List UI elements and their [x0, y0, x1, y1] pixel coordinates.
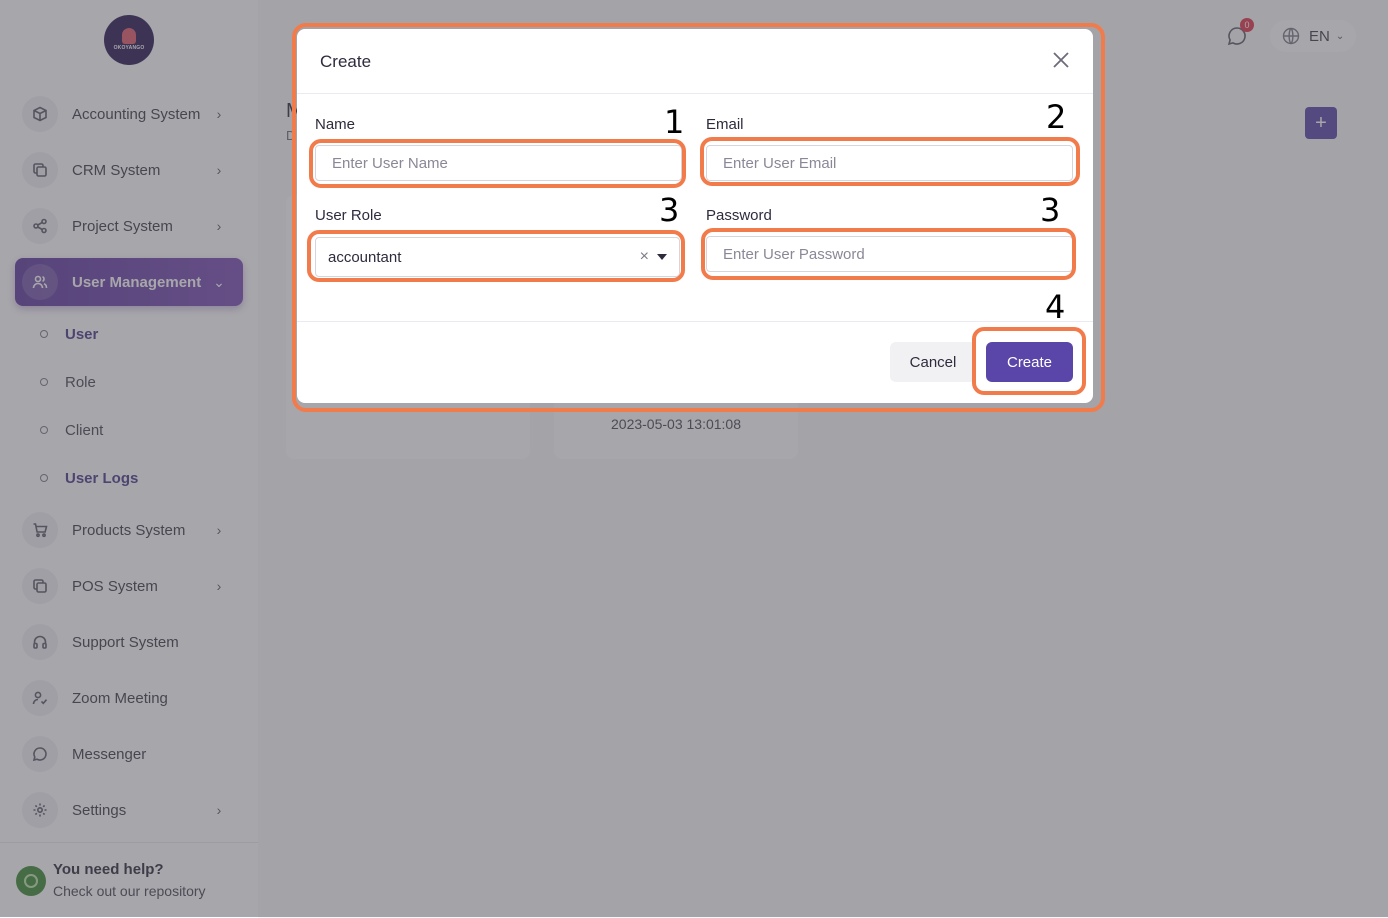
- step-number: 3: [659, 191, 680, 229]
- create-button[interactable]: Create: [986, 342, 1073, 382]
- name-field[interactable]: [315, 145, 682, 181]
- password-label: Password: [706, 207, 772, 224]
- close-button[interactable]: [1049, 49, 1073, 73]
- step-number: 2: [1046, 98, 1067, 136]
- step-number: 4: [1045, 288, 1066, 326]
- clear-icon[interactable]: ×: [639, 248, 649, 265]
- divider: [297, 321, 1093, 322]
- cancel-button[interactable]: Cancel: [890, 342, 976, 382]
- user-role-value: accountant: [328, 248, 402, 266]
- step-number: 1: [664, 103, 685, 141]
- divider: [297, 93, 1093, 94]
- user-role-label: User Role: [315, 207, 382, 224]
- name-label: Name: [315, 116, 356, 133]
- email-label: Email: [706, 116, 744, 133]
- create-user-modal: [297, 29, 1093, 403]
- password-field[interactable]: [706, 236, 1073, 272]
- email-field[interactable]: [706, 145, 1073, 181]
- user-role-select[interactable]: [315, 237, 680, 277]
- close-icon: [1052, 51, 1070, 69]
- modal-title: Create: [320, 52, 372, 71]
- step-number: 3: [1040, 191, 1061, 229]
- dropdown-arrow-icon[interactable]: [657, 254, 667, 260]
